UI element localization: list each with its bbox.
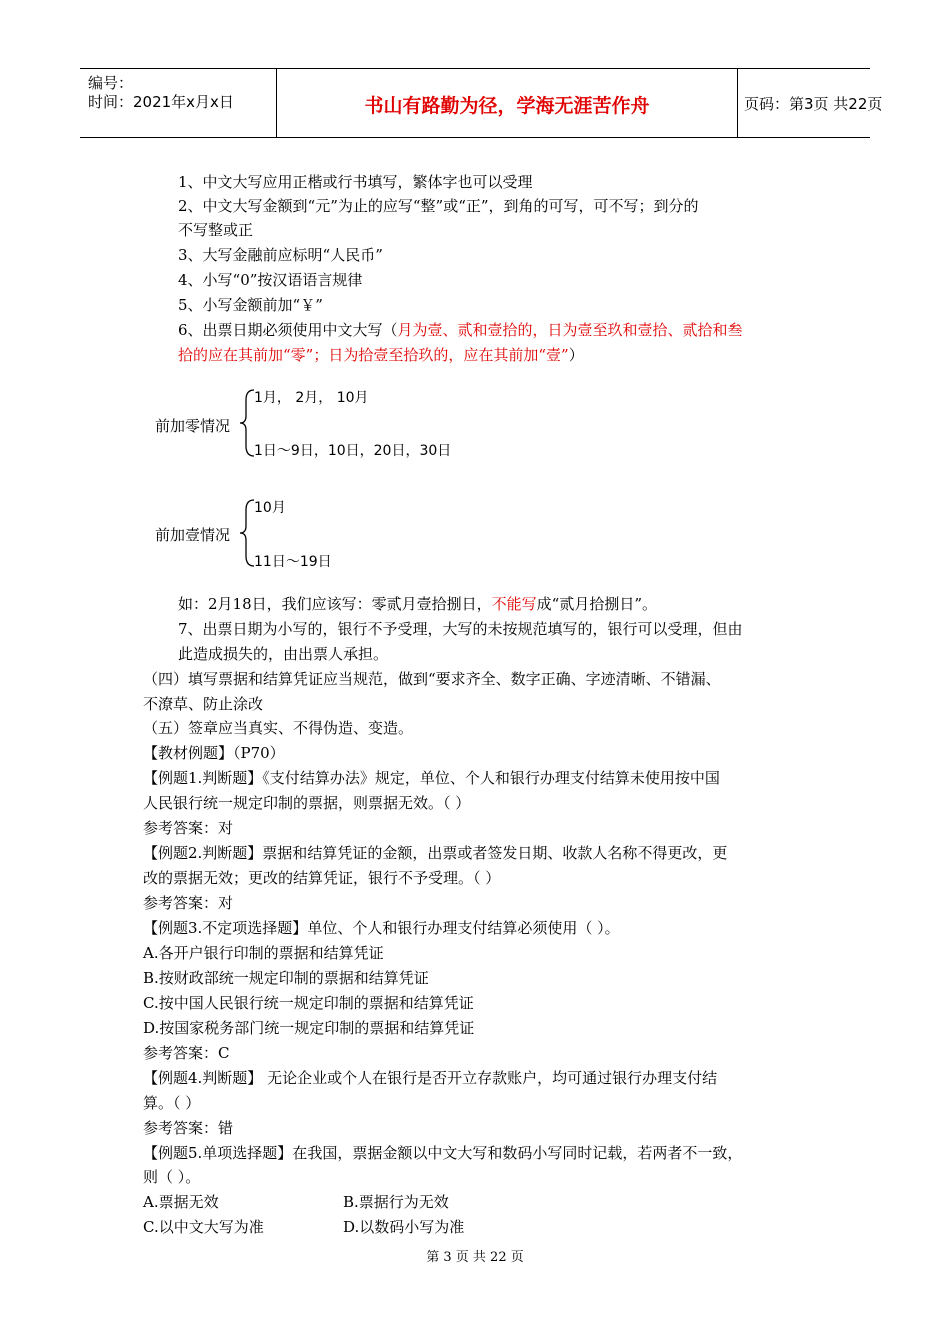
diagram2-bottom: 11日～19日 xyxy=(254,554,332,570)
question-3: 【例题3.不定项选择题】单位、个人和银行办理支付结算必须使用（ ）。 xyxy=(143,919,620,937)
answer-4: 参考答案：错 xyxy=(143,1119,234,1137)
answer-1: 参考答案：对 xyxy=(143,819,234,837)
header-motto: 书山有路勤为径，学海无涯苦作舟 xyxy=(364,95,650,117)
textbook-examples-heading: 【教材例题】（P70） xyxy=(143,744,285,762)
question-1-line1: 【例题1.判断题】《支付结算办法》规定，单位、个人和银行办理支付结算未使用按中国 xyxy=(143,769,720,787)
question-4-line1: 【例题4.判断题】 无论企业或个人在银行是否开立存款账户，均可通过银行办理支付结 xyxy=(143,1069,718,1087)
diagram2-top: 10月 xyxy=(254,500,286,516)
diagram2-label: 前加壹情况 xyxy=(155,526,231,544)
header-right-cell xyxy=(738,69,883,137)
rule-7-line1: 7、出票日期为小写的，银行不予受理，大写的未按规范填写的，银行可以受理，但由 xyxy=(178,620,743,638)
rule-6-prefix: 6、出票日期必须使用中文大写（ xyxy=(178,321,398,339)
header-motto-cell xyxy=(277,69,738,137)
question-4-line2: 算。（ ） xyxy=(143,1094,201,1112)
question-3-option-b: B.按财政部统一规定印制的票据和结算凭证 xyxy=(143,969,429,987)
rule-6-highlight-1: 月为壹、贰和壹拾的，日为壹至玖和壹拾、贰拾和叁 xyxy=(397,321,743,339)
rule-2-line2: 不写整或正 xyxy=(178,221,254,239)
rule-6-highlight-2: 拾的应在其前加“零”；日为拾壹至拾玖的，应在其前加“壹” xyxy=(178,346,569,364)
question-5-option-a: A.票据无效 xyxy=(143,1193,219,1211)
example-line xyxy=(178,594,657,614)
question-5-option-b: B.票据行为无效 xyxy=(343,1193,449,1211)
rule-3: 3、大写金融前应标明“人民币” xyxy=(178,246,383,264)
rule-1: 1、中文大写应用正楷或行书填写，繁体字也可以受理 xyxy=(178,173,533,191)
answer-3: 参考答案：C xyxy=(143,1044,230,1062)
question-1-line2: 人民银行统一规定印制的票据，则票据无效。（ ） xyxy=(143,794,471,812)
question-5-option-c: C.以中文大写为准 xyxy=(143,1218,264,1236)
rule-2-line1: 2、中文大写金额到“元”为止的应写“整”或“正”，到角的可写，可不写；到分的 xyxy=(178,197,699,215)
example-highlight: 不能写 xyxy=(491,595,537,613)
question-5-line1: 【例题5.单项选择题】在我国，票据金额以中文大写和数码小写同时记载，若两者不一致， xyxy=(143,1144,743,1162)
question-5-option-d: D.以数码小写为准 xyxy=(343,1218,465,1236)
example-post: 成“贰月拾捌日”。 xyxy=(536,595,657,613)
example-pre: 如：2月18日，我们应该写：零贰月壹拾捌日， xyxy=(178,595,492,613)
question-3-option-c: C.按中国人民银行统一规定印制的票据和结算凭证 xyxy=(143,994,474,1012)
rule-7-line2: 此造成损失的，由出票人承担。 xyxy=(178,645,389,663)
header-left-cell xyxy=(80,69,277,137)
rule-5: 5、小写金额前加“￥” xyxy=(178,296,323,314)
question-2-line1: 【例题2.判断题】票据和结算凭证的金额，出票或者签发日期、收款人名称不得更改，更 xyxy=(143,844,728,862)
rule-4: 4、小写“0”按汉语语言规律 xyxy=(178,271,363,289)
rule-6-line1 xyxy=(178,320,743,340)
doc-number-label: 编号： xyxy=(88,74,134,92)
rule-6-suffix: ） xyxy=(568,346,584,364)
question-5-line2: 则（ ）。 xyxy=(143,1168,201,1186)
question-3-option-a: A.各开户银行印制的票据和结算凭证 xyxy=(143,944,384,962)
section-4-line1: （四）填写票据和结算凭证应当规范，做到“要求齐全、数字正确、字迹清晰、不错漏、 xyxy=(143,670,721,688)
page-header xyxy=(80,68,883,138)
section-5: （五）签章应当真实、不得伪造、变造。 xyxy=(143,719,414,737)
diagram1-label: 前加零情况 xyxy=(155,417,231,435)
page-footer: 第 3 页 共 22 页 xyxy=(426,1250,524,1265)
header-page-info: 页码：第3页 共22页 xyxy=(744,95,883,113)
answer-2: 参考答案：对 xyxy=(143,894,234,912)
diagram1-top: 1月， 2月， 10月 xyxy=(254,390,369,406)
question-2-line2: 改的票据无效；更改的结算凭证，银行不予受理。（ ） xyxy=(143,869,501,887)
section-4-line2: 不潦草、防止涂改 xyxy=(143,695,264,713)
diagram1-bottom: 1日～9日，10日，20日，30日 xyxy=(254,443,452,459)
doc-time-label: 时间：2021年x月x日 xyxy=(88,93,234,111)
rule-6-line2 xyxy=(178,345,584,365)
question-3-option-d: D.按国家税务部门统一规定印制的票据和结算凭证 xyxy=(143,1019,475,1037)
